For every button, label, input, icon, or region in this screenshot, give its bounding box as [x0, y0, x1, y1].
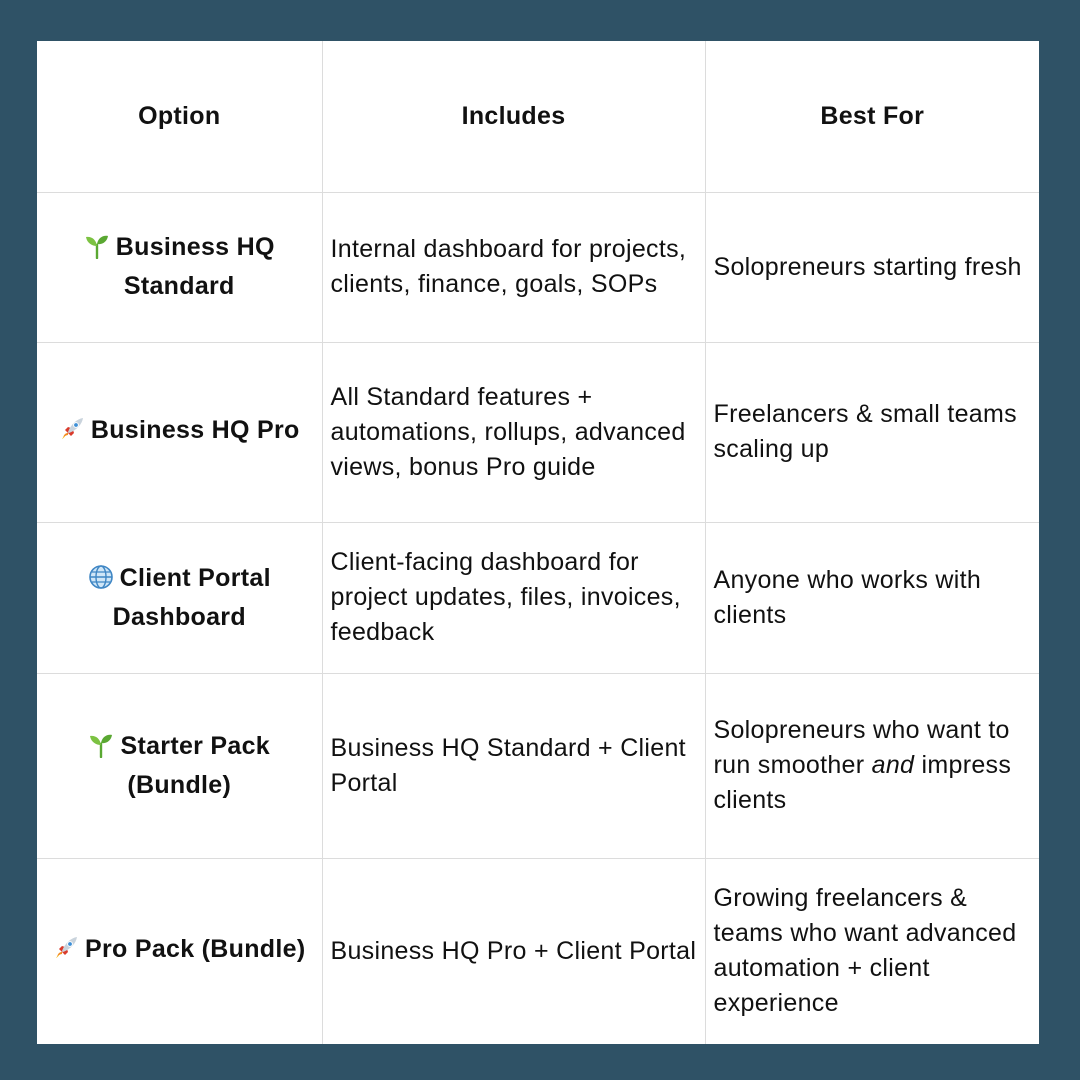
includes-cell: Internal dashboard for projects, clients, finance, goals, SOPs: [322, 192, 705, 342]
table-row: [37, 858, 1039, 1044]
option-cell: [37, 673, 322, 858]
option-cell: [37, 522, 322, 673]
options-table: [37, 41, 1039, 1044]
best-for-cell: Growing freelancers & teams who want advanced automation + client experience: [705, 858, 1039, 1044]
rocket-icon: [59, 416, 85, 452]
header-option: Option: [37, 41, 322, 192]
table-header-row: [37, 41, 1039, 192]
sprout-icon: [84, 233, 110, 269]
best-for-cell: Anyone who works with clients: [705, 522, 1039, 673]
option-label: Business HQ Standard: [115, 233, 275, 300]
sprout-icon: [88, 732, 114, 768]
best-for-cell: [705, 673, 1039, 858]
option-label: Client Portal Dashboard: [112, 563, 271, 631]
includes-cell: All Standard features + automations, rollups, advanced views, bonus Pro guide: [322, 342, 705, 522]
comparison-card: [37, 41, 1039, 1044]
table-row: [37, 342, 1039, 522]
option-label: Pro Pack (Bundle): [85, 934, 306, 963]
best-for-cell: Freelancers & small teams scaling up: [705, 342, 1039, 522]
option-cell: [37, 192, 322, 342]
best-for-text: Solopreneurs who want to run smoother: [713, 716, 1010, 779]
table-row: [37, 673, 1039, 858]
best-for-emphasis: and: [871, 751, 915, 779]
table-row: [37, 522, 1039, 673]
option-cell: [37, 858, 322, 1044]
table-row: [37, 192, 1039, 342]
option-label: Starter Pack (Bundle): [120, 731, 271, 799]
includes-cell: Business HQ Standard + Client Portal: [322, 673, 705, 858]
includes-cell: Client-facing dashboard for project updates, files, invoices, feedback: [322, 522, 705, 673]
includes-cell: Business HQ Pro + Client Portal: [322, 858, 705, 1044]
header-includes: Includes: [322, 41, 705, 192]
best-for-text: impress clients: [713, 751, 1012, 814]
rocket-icon: [53, 935, 79, 971]
best-for-cell: Solopreneurs starting fresh: [705, 192, 1039, 342]
globe-icon: [88, 564, 114, 600]
option-cell: [37, 342, 322, 522]
header-best-for: Best For: [705, 41, 1039, 192]
option-label: Business HQ Pro: [90, 415, 300, 444]
